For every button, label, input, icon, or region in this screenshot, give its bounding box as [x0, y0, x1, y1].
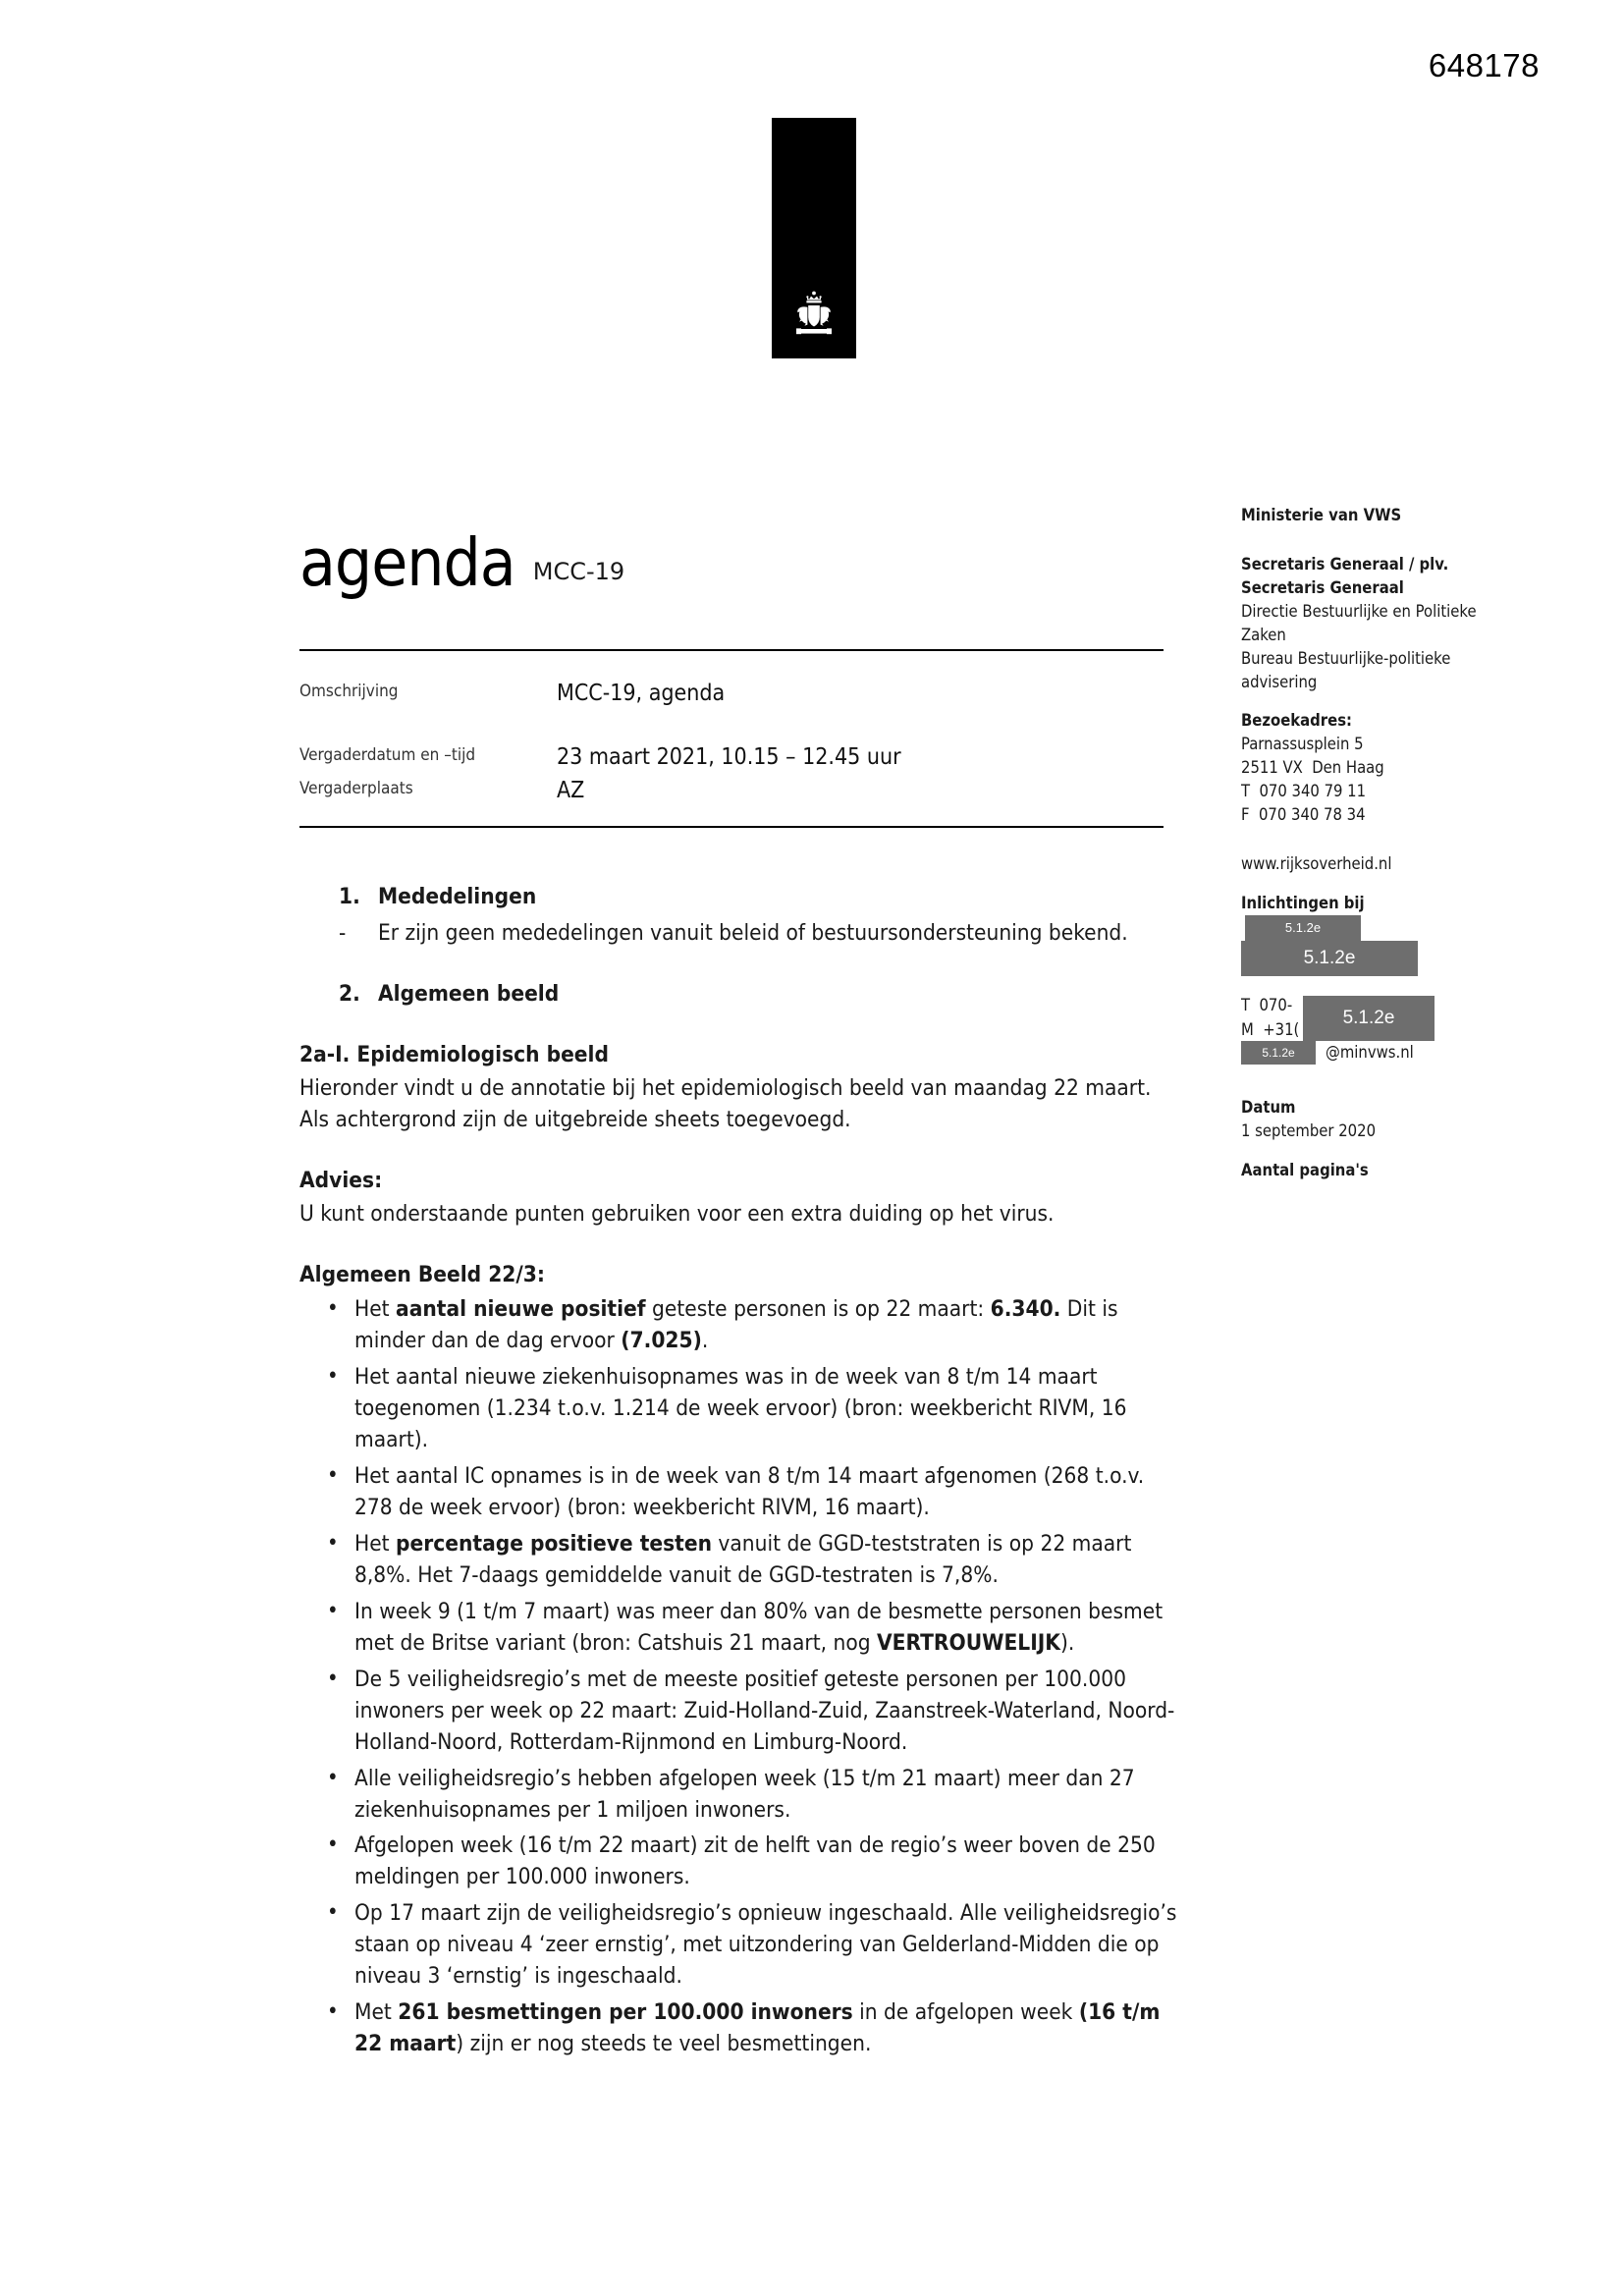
sidebar-contact-block [1241, 504, 1536, 1182]
spacer [1241, 527, 1536, 553]
list-item: • Alle veiligheidsregio’s hebben afgelopen week (15 t/m 21 maart) meer dan 27 ziekenhuisopnames per 1 miljoen inwoners. [299, 1764, 1183, 1827]
list-item: • Met 261 besmettingen per 100.000 inwoners in de afgelopen week (16 t/m 22 maart) zijn er nog steeds te veel besmettingen. [299, 1997, 1183, 2060]
department-line-3: Directie Bestuurlijke en Politieke [1241, 601, 1477, 621]
spacer [299, 1230, 1183, 1260]
rijksoverheid-logo-bar [772, 118, 856, 358]
subsection-heading: 2a-I. Epidemiologisch beeld [299, 1041, 609, 1067]
website-url[interactable]: www.rijksoverheid.nl [1241, 854, 1392, 874]
metadata-value: MCC-19, agenda [557, 681, 726, 706]
spacer [299, 1136, 1183, 1166]
advies-heading: Advies: [299, 1167, 383, 1193]
department-line-1: Secretaris Generaal / plv. [1241, 554, 1449, 574]
department-line-2: Secretaris Generaal [1241, 577, 1404, 597]
page-subtitle: MCC-19 [532, 558, 625, 585]
spacer [1241, 1070, 1536, 1096]
document-number: 648178 [1428, 47, 1540, 83]
metadata-row-location [299, 775, 1164, 807]
address-heading: Bezoekadres: [1241, 711, 1352, 731]
list-item: • De 5 veiligheidsregio’s met de meeste positief geteste personen per 100.000 inwoners per week op 22 maart: Zuid-Holland-Zuid, Zaanstreek-Waterland, Noord-Holland-Noord, Rotterdam-Rijnmond en Limburg-Noord. [299, 1665, 1183, 1759]
department-line-6: advisering [1241, 672, 1318, 691]
list-item: • Het aantal nieuwe ziekenhuisopnames was in de week van 8 t/m 14 maart toegenomen (1.234 t.o.v. 1.214 de week ervoor) (bron: weekbericht RIVM, 16 maart). [299, 1362, 1183, 1456]
redaction-role-row [1241, 941, 1536, 976]
address-fax: F 070 340 78 34 [1241, 805, 1366, 825]
ministry-name: Ministerie van VWS [1241, 506, 1402, 524]
department-line-4: Zaken [1241, 625, 1286, 644]
list-item: • Het aantal IC opnames is in de week van 8 t/m 14 maart afgenomen (268 t.o.v. 278 de week ervoor) (bron: weekbericht RIVM, 16 maart). [299, 1461, 1183, 1524]
redaction-box: 5.1.2e [1241, 1041, 1316, 1065]
metadata-value: 23 maart 2021, 10.15 – 12.45 uur [557, 744, 901, 771]
page-title-block [299, 524, 1164, 601]
subsection-paragraph: Hieronder vindt u de annotatie bij het epidemiologisch beeld van maandag 22 maart. Als achtergrond zijn de uitgebreide sheets toegevoegd. [299, 1074, 1152, 1132]
address-phone: T 070 340 79 11 [1241, 782, 1367, 801]
list-item: • In week 9 (1 t/m 7 maart) was meer dan 80% van de besmette personen besmet met de Britse variant (bron: Catshuis 21 maart, nog VERTROUWELIJK). [299, 1597, 1183, 1660]
algemeen-beeld-bullet-list [299, 1294, 1183, 2060]
metadata-label: Omschrijving [299, 682, 399, 701]
spacer [1241, 827, 1536, 852]
spacer [1241, 876, 1536, 892]
spacer [299, 1011, 1183, 1040]
date-heading: Datum [1241, 1097, 1296, 1117]
contact-details [1241, 994, 1536, 1070]
list-item: • Afgelopen week (16 t/m 22 maart) zit de helft van de regio’s weer boven de 250 meldingen per 100.000 inwoners. [299, 1831, 1183, 1893]
contact-phone-m: M +31( [1241, 1019, 1300, 1039]
page-count-heading: Aantal pagina's [1241, 1160, 1369, 1179]
dash-marker: - [339, 919, 347, 946]
contact-phone-t: T 070- [1241, 995, 1293, 1014]
algemeen-beeld-heading: Algemeen Beeld 22/3: [299, 1261, 545, 1287]
page-title: agenda [299, 524, 515, 601]
meeting-metadata [299, 678, 1164, 807]
agenda-item-title: Algemeen beeld [378, 980, 560, 1007]
date-value: 1 september 2020 [1241, 1121, 1377, 1140]
agenda-item-number: 2. [339, 980, 360, 1007]
agenda-item-1-note-text: Er zijn geen mededelingen vanuit beleid of bestuursondersteuning bekend. [378, 919, 1128, 946]
agenda-item-title: Mededelingen [378, 884, 537, 909]
divider-bottom [299, 826, 1164, 828]
spacer [299, 950, 1183, 979]
address-city: 2511 VX Den Haag [1241, 758, 1384, 778]
contact-heading: Inlichtingen bij [1241, 893, 1365, 912]
metadata-row-datetime [299, 741, 1164, 774]
spacer [1241, 693, 1536, 709]
department-line-5: Bureau Bestuurlijke-politieke [1241, 648, 1451, 668]
advies-paragraph: U kunt onderstaande punten gebruiken voor een extra duiding op het virus. [299, 1200, 1055, 1227]
email-domain: @minvws.nl [1326, 1042, 1414, 1062]
agenda-item-1-note [339, 918, 1183, 950]
spacer [1241, 1143, 1536, 1159]
redaction-box: 5.1.2e [1241, 941, 1418, 976]
address-street: Parnassusplein 5 [1241, 735, 1364, 754]
agenda-item-2 [339, 979, 1183, 1011]
document-body [299, 882, 1183, 2065]
contact-phone-lines [1241, 994, 1299, 1043]
metadata-label: Vergaderdatum en –tijd [299, 745, 476, 766]
redaction-name-row [1241, 915, 1536, 941]
agenda-item-number: 1. [339, 884, 360, 909]
list-item: • Het aantal nieuwe positief geteste personen is op 22 maart: 6.340. Dit is minder dan de dag ervoor (7.025). [299, 1294, 1183, 1357]
metadata-label: Vergaderplaats [299, 778, 413, 798]
list-item: • Op 17 maart zijn de veiligheidsregio’s opnieuw ingeschaald. Alle veiligheidsregio’s staan op niveau 4 ‘zeer ernstig’, met uitzondering van Gelderland-Midden die op niveau 3 ‘ernstig’ is ingeschaald. [299, 1898, 1183, 1993]
dutch-coat-of-arms-icon [785, 288, 842, 345]
divider-top [299, 649, 1164, 651]
redaction-box: 5.1.2e [1245, 915, 1361, 941]
agenda-item-1 [339, 882, 1183, 913]
metadata-row-description [299, 678, 1164, 710]
redaction-box: 5.1.2e [1303, 996, 1435, 1041]
metadata-value: AZ [557, 777, 585, 803]
list-item: • Het percentage positieve testen vanuit de GGD-teststraten is op 22 maart 8,8%. Het 7-daags gemiddelde vanuit de GGD-testraten is 7,8%. [299, 1529, 1183, 1592]
